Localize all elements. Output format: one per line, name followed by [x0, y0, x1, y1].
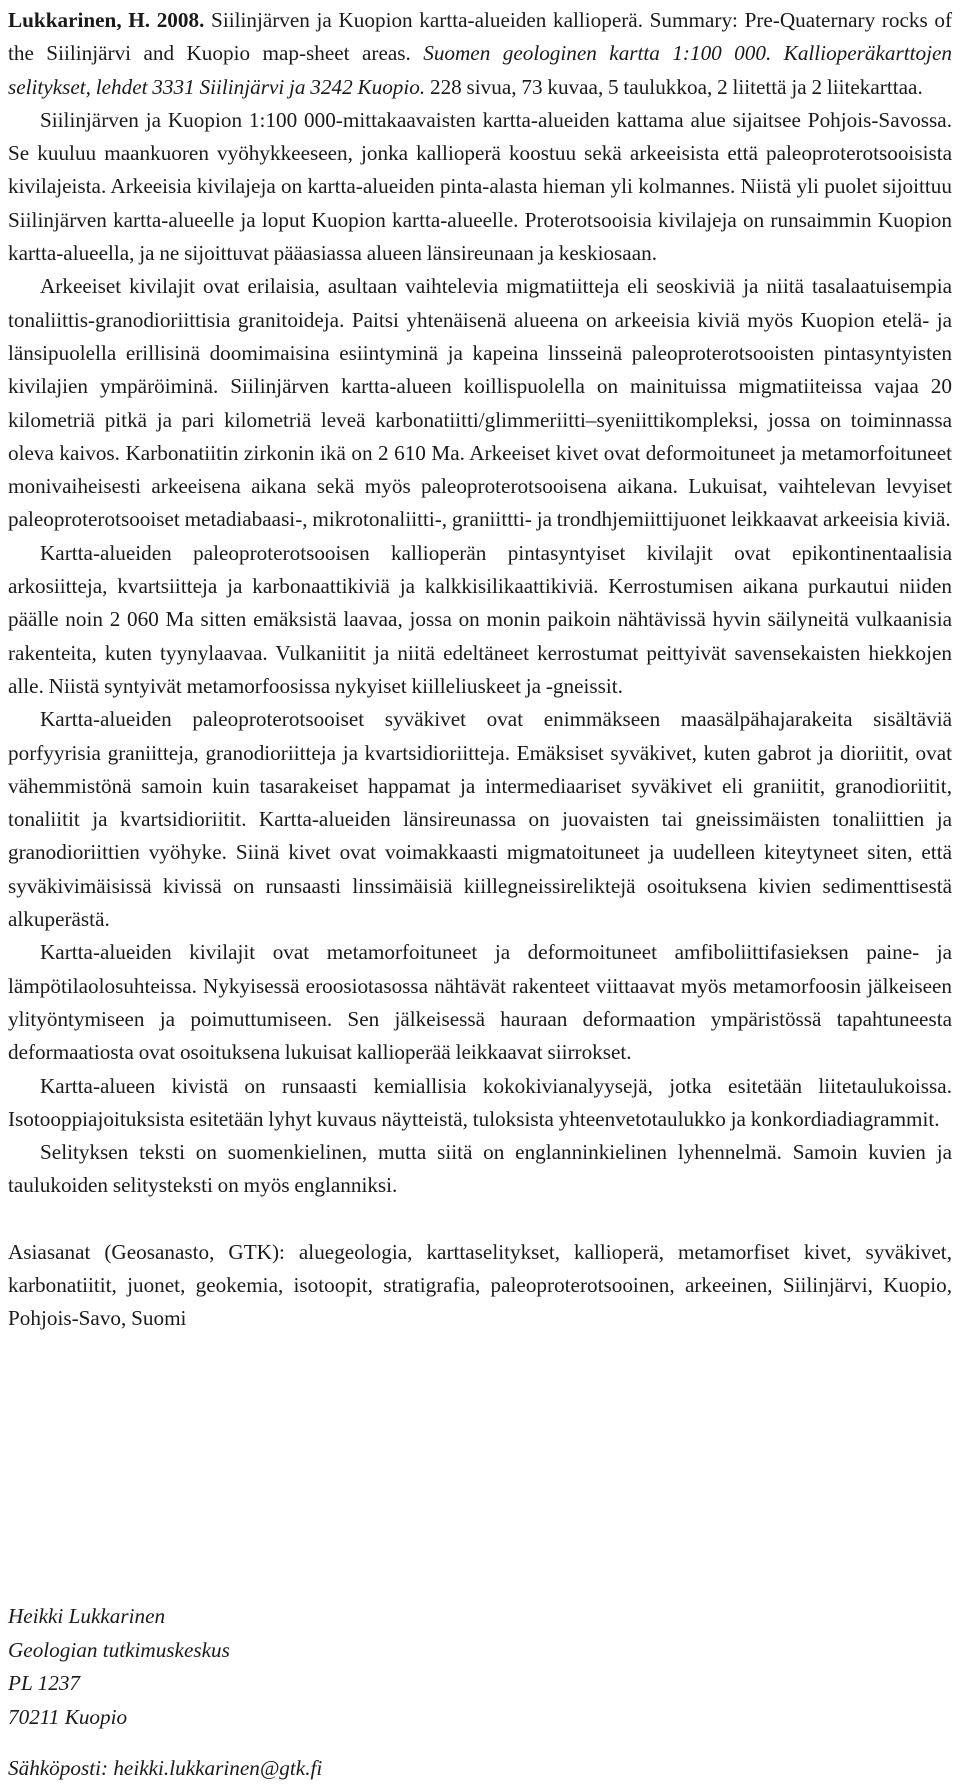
reference-author: Lukkarinen, H. 2008. — [8, 8, 205, 32]
author-organization: Geologian tutkimuskeskus — [8, 1637, 230, 1662]
paragraph-4: Kartta-alueiden paleoproterotsooiset syväkivet ovat enimmäkseen maasälpähajarakeita sisältäviä porfyyrisia graniitteja, granodioriitteja ja kvartsidioriitteja. Emäksiset syväkivet, kuten gabrot ja dioriitit, ovat vähemmistönä samoin kuin tasarakeiset happamat ja intermediaariset syväkivet eli graniitit, granodioriitit, tonaliitit ja kvartsidioriitit. Kartta-alueiden länsireunassa on juovaisten tai gneissimäisten tonaliittien ja granodioriittien vyöhyke. Siinä kivet ovat voimakkaasti migmatoituneet ja uudelleen kiteytyneet siten, että syväkivimäisissä kivissä on runsaasti linssimäisiä kiillegneissireliktejä osoituksena kivien sedimenttisestä alkuperästä. — [8, 707, 952, 932]
reference-title: Siilinjärven ja Kuopion kartta-alueiden kallioperä. Summary: Pre-Quaternary rocks of the Siilinjärvi and Kuopio map-sheet areas. — [8, 8, 952, 66]
paragraph-1: Siilinjärven ja Kuopion 1:100 000-mittakaavaisten kartta-alueiden kattama alue sijaitsee Pohjois-Savossa. Se kuuluu maankuoren vyöhykkeeseen, jonka kallioperä koostuu sekä arkeeisista että paleoproterotsooisista kivilajeista. Arkeeisia kivilajeja on kartta-alueiden pinta-alasta hieman yli kolmannes. Niistä yli puolet sijoittuu Siilinjärven kartta-alueelle ja loput Kuopion kartta-alueelle. Proterotsooisia kivilajeja on runsaimmin Kuopion kartta-alueella, ja ne sijoittuvat pääasiassa alueen länsireunaan ja keskiosaan. — [8, 107, 952, 266]
abstract-body — [8, 4, 952, 1336]
paragraph-6: Kartta-alueen kivistä on runsaasti kemiallisia kokokivianalyysejä, jotka esitetään liitetaulukoissa. Isotooppiajoituksista esitetään lyhyt kuvaus näytteistä, tuloksista yhteenvetotaulukko ja konkordiadiagrammit. — [8, 1073, 952, 1131]
paragraph-3: Kartta-alueiden paleoproterotsooisen kallioperän pintasyntyiset kivilajit ovat epikontinentaalisia arkosiitteja, kvartsiitteja ja karbonaattikiviä ja kalkkisilikaattikiviä. Kerrostumisen aikana purkautui niiden päälle noin 2 060 Ma sitten emäksistä laavaa, jossa on monin paikoin nähtävissä hyvin säilyneitä vulkaanisia rakenteita, kuten tyynylaavaa. Vulkaniitit ja niitä edeltäneet kerrostumat peittyivät savensekaisten hiekkojen alle. Niistä syntyivät metamorfoosissa nykyiset kiilleliuskeet ja -gneissit. — [8, 540, 952, 698]
keywords: Asiasanat (Geosanasto, GTK): aluegeologia, karttaselitykset, kallioperä, metamorfiset kivet, syväkivet, karbonatiitit, juonet, geokemia, isotoopit, stratigrafia, paleoproterotsooinen, arkeeinen, Siilinjärvi, Kuopio, Pohjois-Savo, Suomi — [8, 1239, 952, 1331]
author-city: 70211 Kuopio — [8, 1704, 128, 1729]
author-name: Heikki Lukkarinen — [8, 1604, 166, 1628]
paragraph-7: Selityksen teksti on suomenkielinen, mutta siitä on englanninkielinen lyhennelmä. Samoin kuvien ja taulukoiden selitysteksti on myös englanniksi. — [8, 1140, 952, 1198]
reference-details: 228 sivua, 73 kuvaa, 5 taulukkoa, 2 liitettä ja 2 liitekarttaa. — [425, 74, 923, 99]
paragraph-5: Kartta-alueiden kivilajit ovat metamorfoituneet ja deformoituneet amfiboliittifasieksen paine- ja lämpötilaolosuhteissa. Nykyisessä eroosiotasossa nähtävät rakenteet viittaavat myös metamorfoosin jälkeiseen ylityöntymiseen ja poimuttumiseen. Sen jälkeisessä hauraan deformaation ympäristössä tapahtuneesta deformaatiosta ovat osoituksena lukuisat kallioperää leikkaavat siirrokset. — [8, 940, 952, 1065]
paragraph-2: Arkeeiset kivilajit ovat erilaisia, asultaan vaihtelevia migmatiitteja eli seoskiviä ja niitä tasalaatuisempia tonaliittis-granodioriittisia granitoideja. Paitsi yhtenäisenä alueena on arkeeisia kiviä myös Kuopion etelä- ja länsipuolella erillisinä doomimaisina esiintyminä ja kapeina linsseinä paleoproterotsooisten pintasyntyisten kivilajien ympäröiminä. Siilinjärven kartta-alueen koillispuolella on mainituissa migmatiiteissa vajaa 20 kilometriä pitkä ja pari kilometriä leveä karbonatiitti/glimmeriitti–syeniittikompleksi, jossa on toiminnassa oleva kaivos. Karbonatiitin zirkonin ikä on 2 610 Ma. Arkeeiset kivet ovat deformoituneet ja metamorfoituneet monivaiheisesti arkeeisena aikana sekä myös paleoproterotsooisena aikana. Lukuisat, vaihtelevan levyiset paleoproterotsooiset metadiabaasi-, mikrotonaliitti-, graniittti- ja trondhjemiittijuonet leikkaavat arkeeisia kiviä. — [8, 274, 952, 532]
author-email: Sähköposti: heikki.lukkarinen@gtk.fi — [8, 1756, 323, 1780]
author-address — [8, 1600, 230, 1734]
author-po-box: PL 1237 — [8, 1671, 81, 1695]
reference-series: Suomen geologinen kartta 1:100 000. Kallioperäkarttojen selitykset, lehdet 3331 Siilinjärvi ja 3242 Kuopio. — [8, 41, 952, 99]
bibliographic-reference — [8, 4, 952, 104]
